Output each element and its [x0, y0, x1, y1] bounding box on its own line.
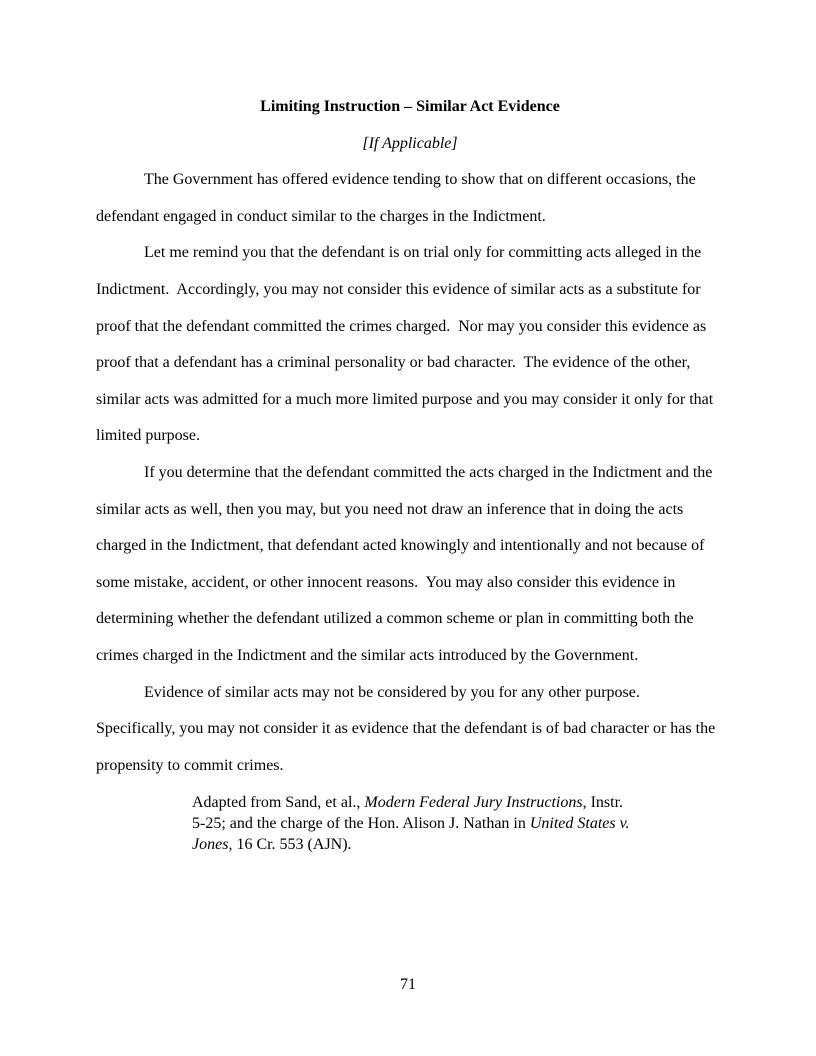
page-number: 71 [400, 976, 416, 993]
paragraph-reminder-on-trial: Let me remind you that the defendant is on trial only for committing acts alleged in the Indictment. Accordingly, you may not consider this evidence of similar acts as a substitute for proof that the defendant committed the crimes charged. Nor may you consider this evidence as proof that a defendant has a criminal personality or bad character. The evidence of the other, similar acts was admitted for a much more limited purpose and you may consider it only for that limited purpose. [96, 244, 718, 445]
document-title: Limiting Instruction – Similar Act Evidence [260, 98, 560, 115]
document-subtitle: [If Applicable] [362, 134, 458, 152]
paragraph-inference-knowingly: If you determine that the defendant committed the acts charged in the Indictment and the similar acts as well, then you may, but you need not draw an inference that in doing the acts charged in the Indictment, that defendant acted knowingly and intentionally and not because of some mistake, accident, or other innocent reasons. You may also consider this evidence in determining whether the defendant utilized a common scheme or plan in committing both the crimes charged in the Indictment and the similar acts introduced by the Government. [96, 463, 717, 664]
document-content [96, 89, 724, 856]
paragraph-government-evidence: The Government has offered evidence tending to show that on different occasions, the defendant engaged in conduct similar to the charges in the Indictment. [96, 171, 700, 225]
citation-line: Jones, 16 Cr. 553 (AJN). [192, 835, 352, 853]
paragraph-no-other-purpose: Evidence of similar acts may not be considered by you for any other purpose. Specifically, you may not consider it as evidence that the defendant is of bad character or has the propensity to commit crimes. [96, 683, 720, 774]
citation-block [192, 793, 672, 855]
citation-line: Adapted from Sand, et al., Modern Federal Jury Instructions, Instr. [192, 794, 624, 812]
citation-line: 5-25; and the charge of the Hon. Alison J. Nathan in United States v. [192, 815, 630, 833]
